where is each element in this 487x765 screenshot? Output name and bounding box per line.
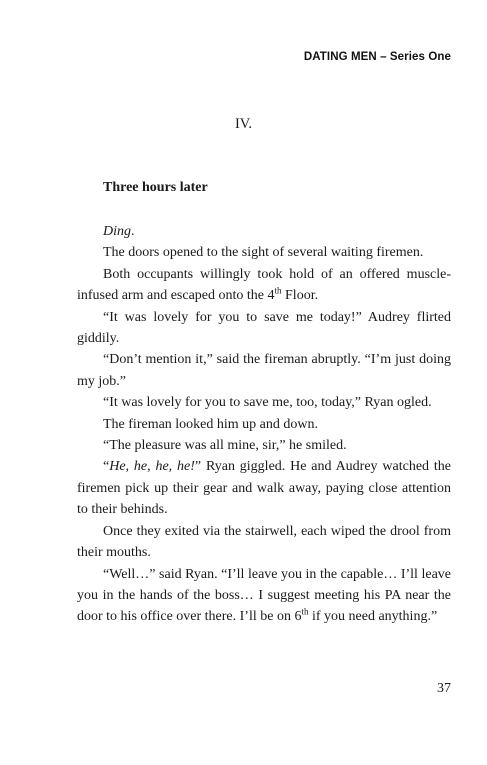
paragraph: “It was lovely for you to save me, too, today,” Ryan ogled. bbox=[103, 395, 432, 411]
body-text bbox=[77, 221, 451, 628]
paragraph bbox=[77, 456, 451, 520]
paragraph: “The pleasure was all mine, sir,” he smiled. bbox=[103, 438, 347, 454]
chapter-number: IV. bbox=[234, 116, 253, 132]
page-number: 37 bbox=[437, 681, 451, 696]
ordinal-suffix: th bbox=[274, 285, 282, 296]
paragraph bbox=[77, 264, 451, 307]
paragraph: “It was lovely for you to save me today!” Audrey flirted giddily. bbox=[77, 309, 451, 347]
paragraph: The doors opened to the sight of several waiting firemen. bbox=[103, 245, 424, 261]
paragraph-text: Floor. bbox=[281, 288, 319, 304]
paragraph: “Don’t mention it,” said the fireman abruptly. “I’m just doing my job.” bbox=[77, 352, 451, 389]
paragraph: Ding. bbox=[103, 224, 135, 239]
paragraph-text: Both occupants willingly took hold of an offered muscle-infused arm and escaped onto the 4 bbox=[77, 266, 451, 304]
quote-mark: “ bbox=[103, 459, 110, 475]
ordinal-suffix: th bbox=[301, 606, 309, 617]
paragraph-text: if you need anything.” bbox=[308, 609, 438, 625]
paragraph-text: “Well…” said Ryan. “I’ll leave you in the capable… I’ll leave you in the hands of the boss… I suggest meeting his PA near the door to his office over there. I’ll be on 6 bbox=[77, 566, 451, 625]
sound-effect: Ding bbox=[103, 224, 131, 239]
italic-laugh: He, he, he, he! bbox=[109, 459, 195, 475]
scene-heading: Three hours later bbox=[103, 180, 208, 195]
running-header: DATING MEN – Series One bbox=[303, 51, 451, 63]
paragraph: Once they exited via the stairwell, each wiped the drool from their mouths. bbox=[77, 523, 451, 561]
paragraph bbox=[77, 564, 451, 628]
paragraph-text: ” Ryan giggled. He and Audrey watched the firemen pick up their gear and walk away, paying close attention to their behinds. bbox=[77, 459, 451, 518]
paragraph: The fireman looked him up and down. bbox=[103, 416, 319, 432]
